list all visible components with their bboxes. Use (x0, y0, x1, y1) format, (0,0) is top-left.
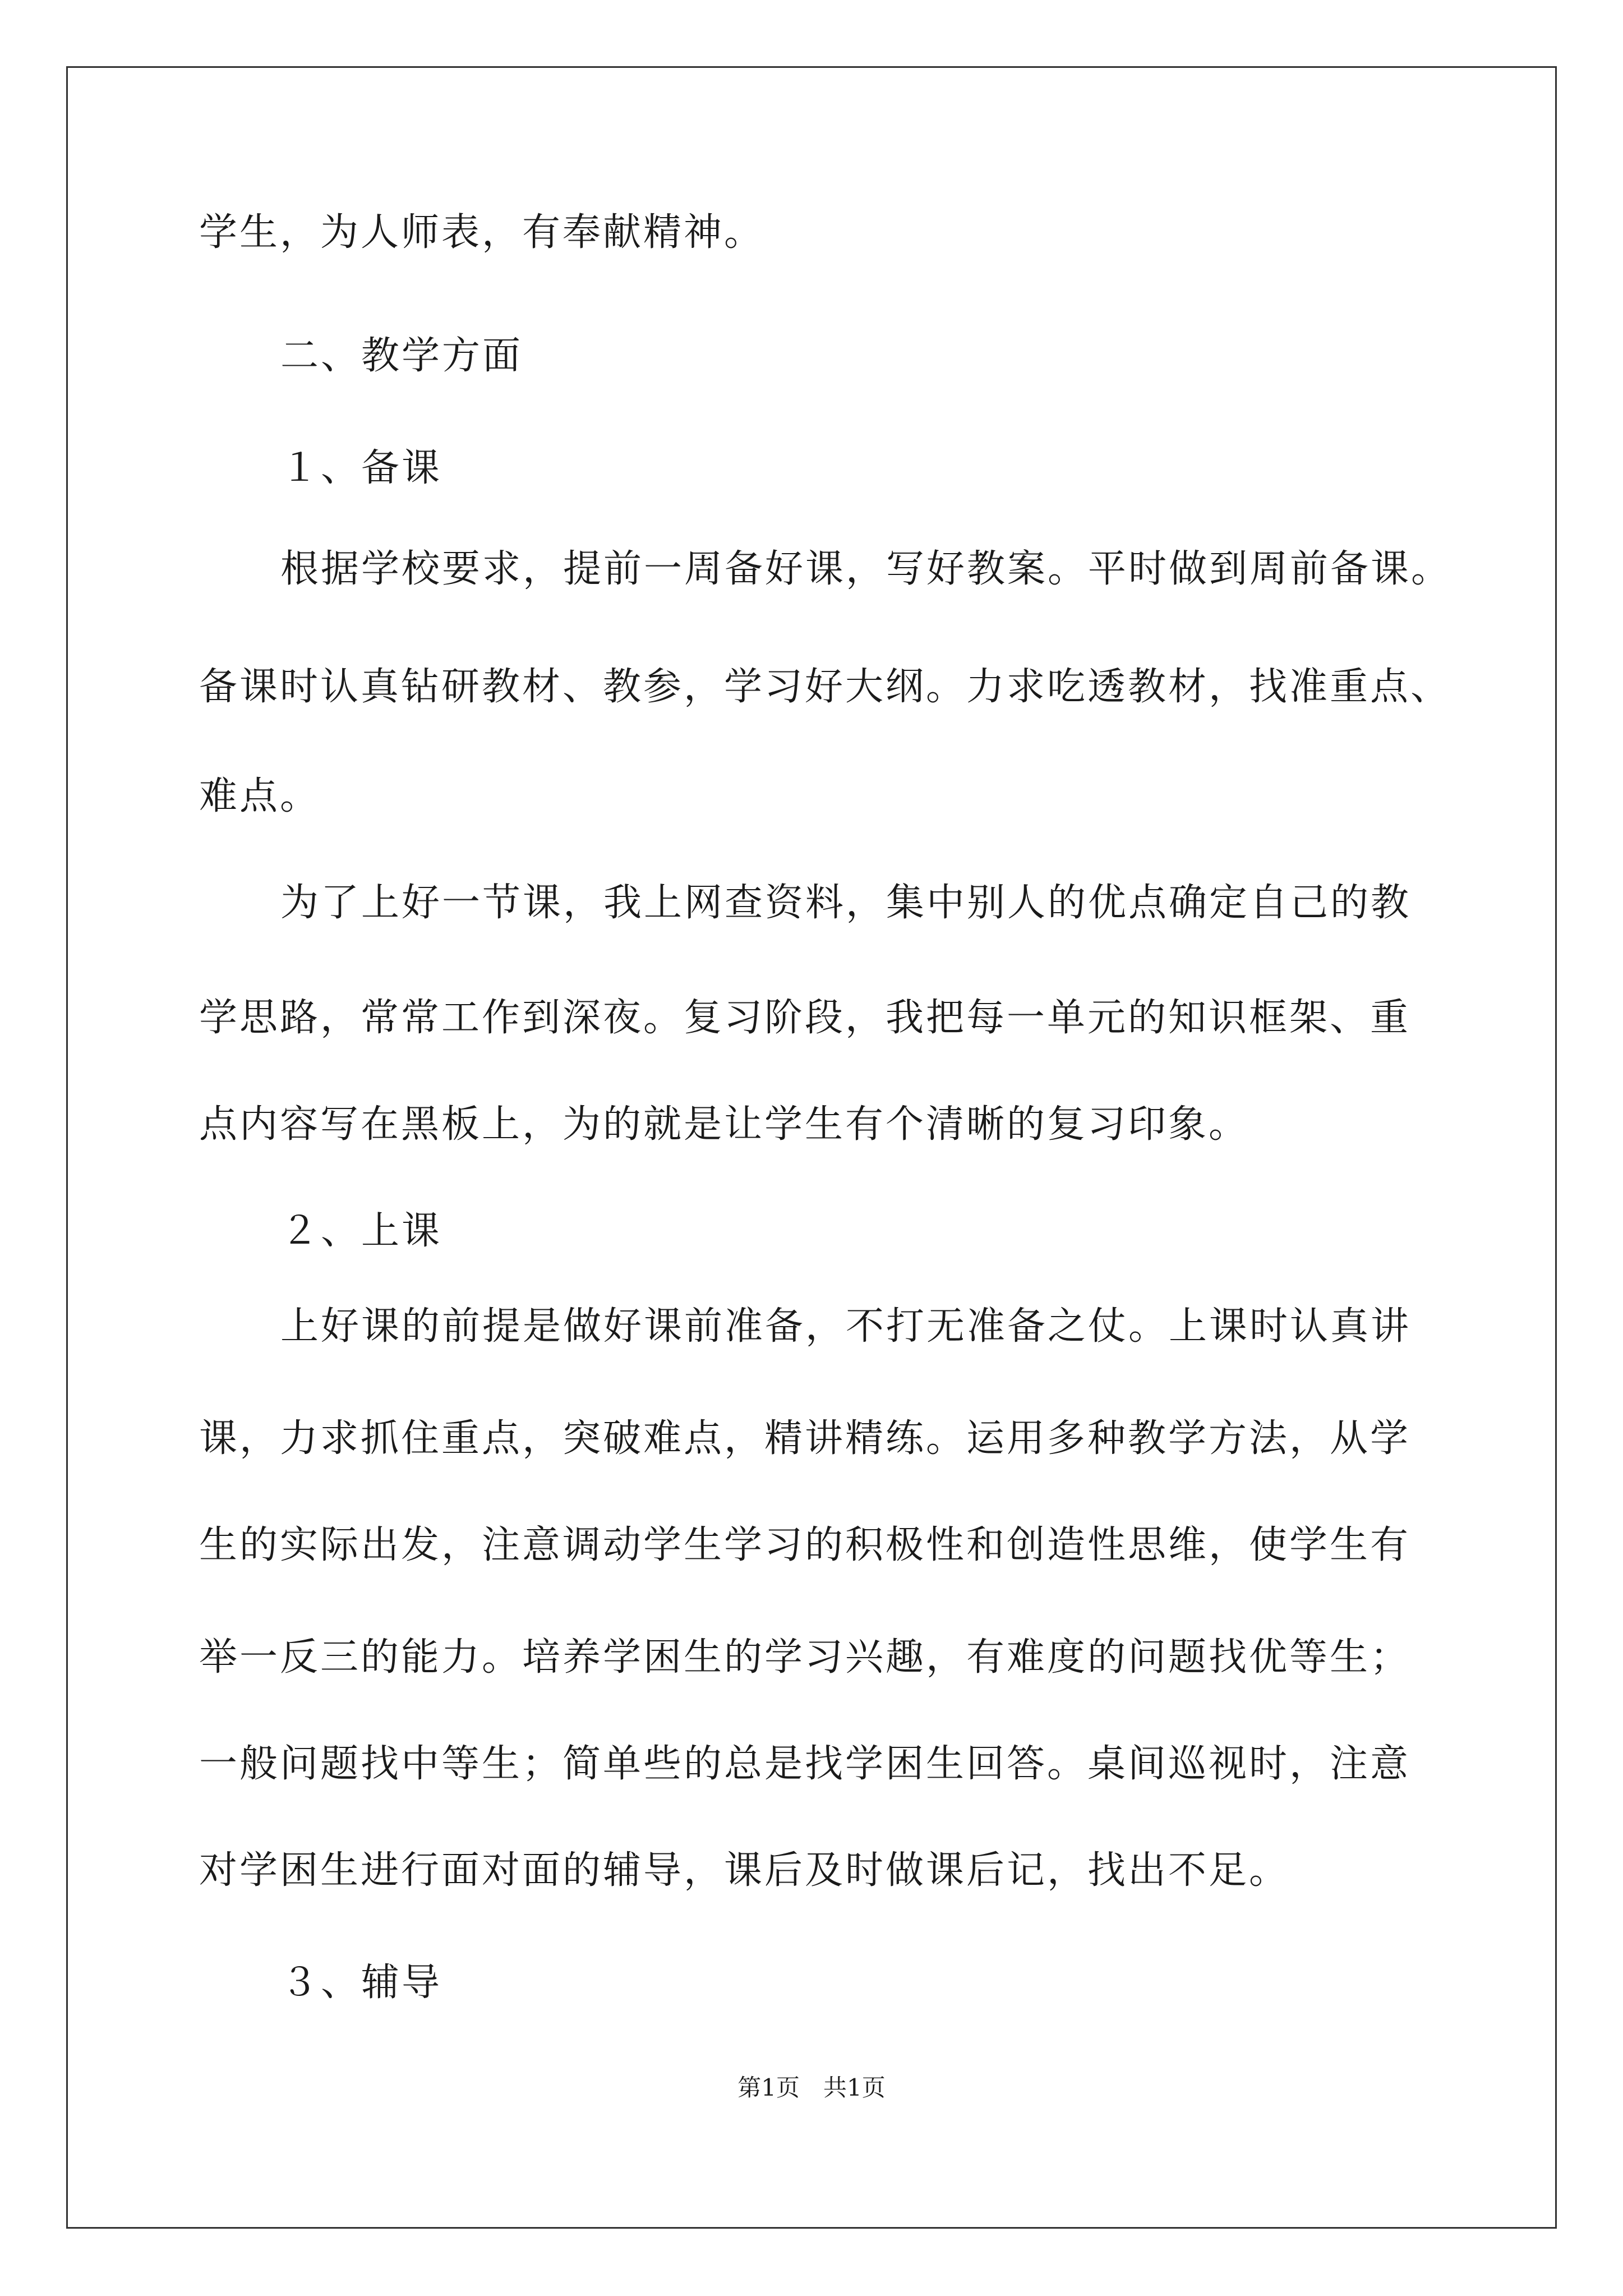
text-line: 备课时认真钻研教材、教参，学习好大纲。力求吃透教材，找准重点、 (199, 665, 1451, 709)
text-line: 对学困生进行面对面的辅导，课后及时做课后记，找出不足。 (199, 1848, 1290, 1893)
section-heading: 二、教学方面 (280, 334, 523, 378)
text-line: 为了上好一节课，我上网查资料，集中别人的优点确定自己的教 (280, 881, 1412, 925)
text-line: 学思路，常常工作到深夜。复习阶段，我把每一单元的知识框架、重 (199, 996, 1411, 1040)
text-line: 举一反三的能力。培养学困生的学习兴趣，有难度的问题找优等生； (199, 1635, 1411, 1680)
subsection-heading: ２、上课 (280, 1209, 442, 1253)
text-line: 一般问题找中等生；简单些的总是找学困生回答。桌间巡视时，注意 (199, 1742, 1411, 1786)
subsection-heading: ３、辅导 (280, 1961, 442, 2005)
text-line: 生的实际出发，注意调动学生学习的积极性和创造性思维，使学生有 (199, 1523, 1411, 1567)
text-line: 难点。 (199, 774, 321, 818)
text-line: 点内容写在黑板上，为的就是让学生有个清晰的复习印象。 (199, 1102, 1249, 1147)
page-number: 第1页 共1页 (737, 2074, 886, 2101)
text-line: 课，力求抓住重点，突破难点，精讲精练。运用多种教学方法，从学 (199, 1416, 1411, 1461)
text-line: 学生，为人师表，有奉献精神。 (199, 210, 765, 255)
subsection-heading: １、备课 (280, 446, 442, 490)
text-line: 根据学校要求，提前一周备好课，写好教案。平时做到周前备课。 (280, 547, 1452, 591)
text-line: 上好课的前提是做好课前准备，不打无准备之仗。上课时认真讲 (280, 1304, 1412, 1349)
